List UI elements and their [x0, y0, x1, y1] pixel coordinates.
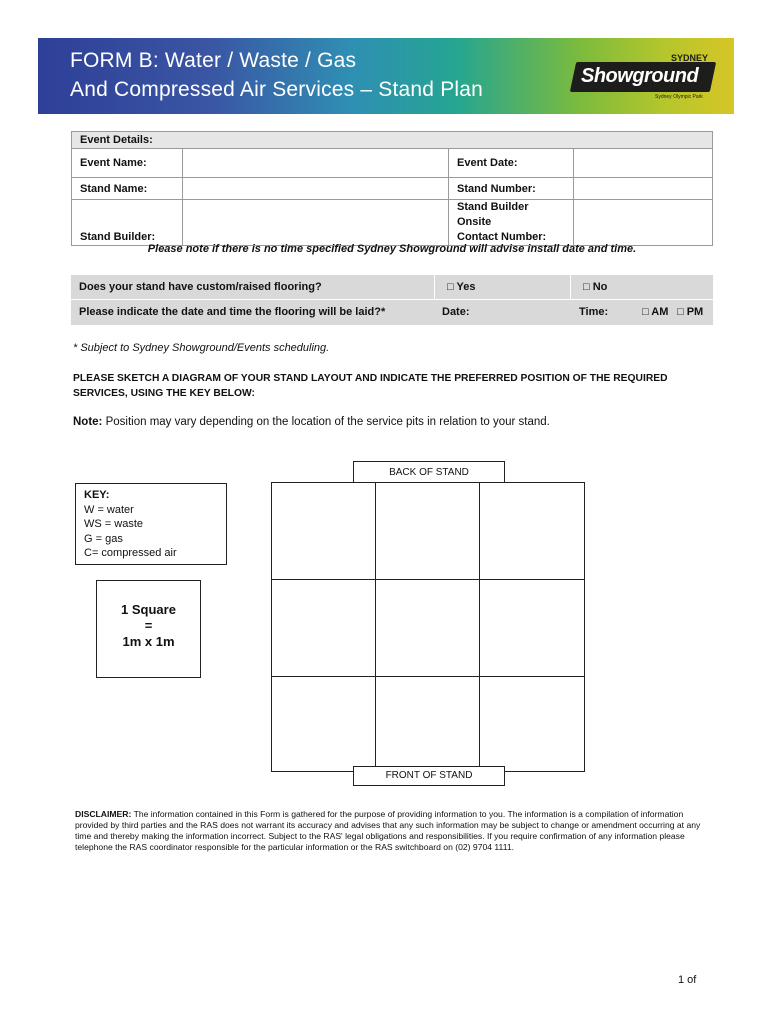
page-number: 1 of — [678, 974, 697, 986]
flooring-date-row — [71, 300, 713, 325]
key-title: KEY: — [84, 489, 110, 501]
disclaimer-label: DISCLAIMER: — [75, 809, 132, 819]
key-legend-box — [75, 483, 227, 565]
event-details-table — [71, 131, 713, 246]
event-details-header: Event Details: — [72, 132, 713, 149]
flooring-question-row — [71, 275, 713, 299]
onsite-contact-label-line2: Contact Number: — [457, 231, 547, 243]
flooring-time-label[interactable]: Time: — [579, 306, 609, 318]
key-item-waste: WS = waste — [84, 518, 143, 530]
sketch-instruction-line2: SERVICES, USING THE KEY BELOW: — [73, 388, 255, 399]
flooring-yes-checkbox[interactable]: □ Yes — [447, 281, 476, 293]
form-title-line2: And Compressed Air Services – Stand Plan — [70, 78, 484, 101]
flooring-row-divider — [570, 275, 571, 299]
flooring-no-checkbox[interactable]: □ No — [583, 281, 608, 293]
stand-builder-label: Stand Builder: — [72, 200, 183, 246]
front-of-stand-label: FRONT OF STAND — [353, 766, 505, 786]
onsite-contact-field[interactable] — [574, 200, 713, 246]
scale-line1: 1 Square — [121, 602, 176, 617]
key-item-water: W = water — [84, 503, 134, 516]
time-pm-checkbox[interactable]: □ PM — [677, 306, 704, 318]
showground-logo — [571, 52, 721, 104]
sketch-instruction-line1: PLEASE SKETCH A DIAGRAM OF YOUR STAND LAYOUT AND INDICATE THE PREFERRED POSITION OF THE REQUIRED — [73, 373, 668, 384]
back-of-stand-label: BACK OF STAND — [353, 461, 505, 482]
flooring-row-divider — [434, 275, 435, 299]
disclaimer-text — [75, 809, 703, 853]
event-name-label: Event Name: — [72, 149, 183, 178]
grid-line — [479, 483, 480, 771]
key-item-compressed-air: C= compressed air — [84, 547, 177, 559]
logo-sydney-text: SYDNEY — [671, 53, 709, 63]
scale-box — [96, 580, 201, 678]
form-title-banner — [38, 38, 734, 114]
logo-name-text: Showground — [581, 65, 699, 87]
form-title-line1: FORM B: Water / Waste / Gas — [70, 49, 357, 72]
grid-line — [375, 483, 376, 771]
flooring-question-label: Does your stand have custom/raised flooring? — [79, 281, 322, 293]
scale-line3: 1m x 1m — [122, 634, 175, 649]
flooring-date-label[interactable]: Date: — [442, 306, 470, 318]
scheduling-note: * Subject to Sydney Showground/Events scheduling. — [73, 342, 330, 354]
onsite-contact-label — [449, 200, 574, 246]
install-date-note: Please note if there is no time specified Sydney Showground will advise install date and time. — [147, 243, 637, 255]
onsite-contact-label-line1: Stand Builder Onsite — [457, 201, 529, 228]
stand-builder-field[interactable] — [183, 200, 449, 246]
event-name-field[interactable] — [183, 149, 449, 178]
disclaimer-body: The information contained in this Form is gathered for the purpose of providing information to you. The information is a compilation of information provided by third parties and the RAS does not warrant its accuracy and advises that any such information may be subject to change or amendment occurring at any time and thereby making the information incorrect. Subject to the RAS' legal obligations and responsibilities. If you require confirmation of any information please telephone the RAS coordinator responsible for the particular information or the RAS switchboard on (02) 9704 1111. — [75, 809, 701, 852]
stand-number-field[interactable] — [574, 178, 713, 200]
scale-line2: = — [144, 618, 153, 633]
position-note — [73, 416, 550, 428]
position-note-label: Note: — [73, 416, 103, 428]
event-date-label: Event Date: — [449, 149, 574, 178]
stand-number-label: Stand Number: — [449, 178, 574, 200]
event-date-field[interactable] — [574, 149, 713, 178]
logo-subtitle-text: Sydney Olympic Park — [655, 94, 703, 100]
stand-name-label: Stand Name: — [72, 178, 183, 200]
grid-line — [272, 676, 584, 677]
position-note-text: Position may vary depending on the location of the service pits in relation to your stand. — [102, 416, 550, 428]
key-item-gas: G = gas — [84, 532, 123, 545]
stand-plan-grid[interactable] — [271, 482, 585, 772]
stand-name-field[interactable] — [183, 178, 449, 200]
flooring-date-question: Please indicate the date and time the flooring will be laid?* — [79, 306, 386, 318]
grid-line — [272, 579, 584, 580]
time-am-checkbox[interactable]: □ AM — [642, 306, 669, 318]
